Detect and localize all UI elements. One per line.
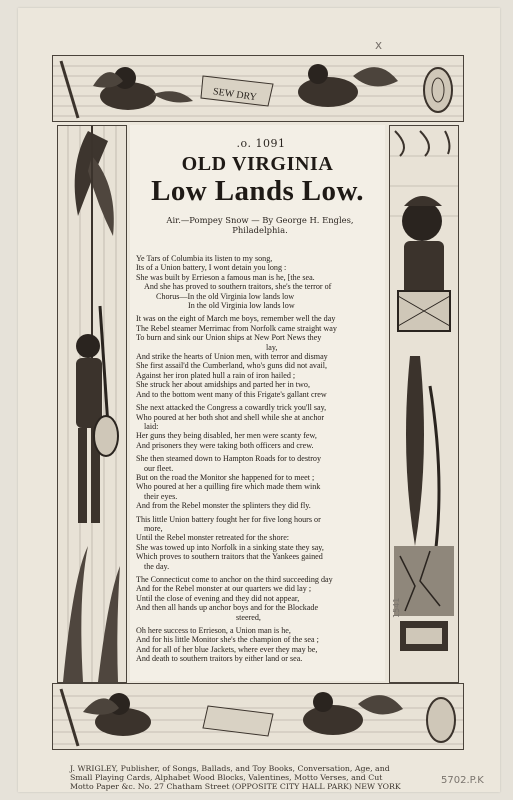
verse-line: steered,: [236, 612, 261, 622]
verse-line: She then steamed down to Hampton Roads for to destroy: [136, 454, 322, 464]
air-credit-line: Air.—Pompey Snow — By George H. Engles, Philadelphia.: [166, 215, 354, 235]
verse-line: lay,: [266, 342, 278, 352]
corner-mark: x: [375, 38, 383, 52]
verse-line: She was towed up into Norfolk in a sinking state they say,: [136, 542, 324, 552]
verse-line: The Connecticut come to anchor on the third succeeding day: [136, 575, 333, 584]
verse-line: She struck her about amidships and parted her in two,: [136, 380, 310, 390]
verse-line: And for all of her blue Jackets, where ever they may be,: [136, 644, 318, 654]
verse-line: It was on the eight of March me boys, remember well the day: [136, 314, 336, 324]
verse-line: laid:: [144, 421, 159, 431]
publisher-line-3: Motto Paper &c. No. 27 Chatham Street (OPPOSITE CITY HALL PARK) NEW YORK: [70, 782, 401, 792]
banjo-player-illustration: [58, 126, 126, 682]
verse-line: To burn and sink our Union ships at New Port News they: [136, 333, 322, 343]
verse-line: And death to southern traitors by either land or sea.: [136, 654, 303, 664]
call-number: 5702.P.K: [441, 775, 484, 786]
chorus-line: Chorus—In the old Virginia low lands low: [156, 291, 295, 301]
bottom-woodcut-band: [52, 683, 464, 750]
verse-line: their eyes.: [144, 491, 178, 501]
verse-line: And she has proved to southern traitors, she's the terror of: [144, 282, 332, 292]
verse-line: But on the road the Monitor she happened for to meet ;: [136, 472, 315, 482]
left-woodcut-panel: [57, 125, 127, 683]
banner-text: SEW DRY: [212, 86, 258, 104]
verse-line: And to the bottom went many of this Frigate's gallant crew: [136, 389, 327, 399]
verse-line: the day.: [144, 561, 170, 571]
verse-line: Who poured at her both shot and shell while she at anchor: [136, 412, 325, 422]
title-line-1: OLD VIRGINIA: [181, 153, 334, 175]
verse-line: She first assail'd the Cumberland, who's guns did not avail,: [136, 361, 328, 371]
verse-line: Oh here success to Errieson, a Union man is he,: [136, 626, 291, 636]
verse-line: Ye Tars of Columbia its listen to my song,: [136, 254, 273, 263]
verse-line: Until the Rebel monster retreated for the shore:: [136, 533, 290, 543]
margin-number: 1541: [392, 597, 401, 618]
verse-line: And strike the hearts of Union men, with terror and dismay: [136, 352, 328, 362]
verse-line: And then all hands up anchor boys and for the Blockade: [136, 603, 319, 613]
verse-line: She next attacked the Congress a cowardly trick you'll say,: [136, 403, 327, 413]
verse-line: Its of a Union battery, I wont detain you long :: [136, 263, 287, 273]
verse-line: And for his little Monitor she's the champion of the sea ;: [136, 635, 319, 645]
verse-line: And for the Rebel monster at our quarters we did lay ;: [136, 584, 312, 594]
top-cherubs-illustration: [53, 56, 463, 121]
bottom-cherubs-illustration: [53, 684, 463, 749]
title-line-2: Low Lands Low.: [151, 175, 364, 207]
verse-line: The Rebel steamer Merrimac from Norfolk came straight way: [136, 323, 337, 333]
verse-line: Which proves to southern traitors that the Yankees gained: [136, 552, 323, 562]
verse-line: Against her iron plated hull a rain of iron hailed ;: [136, 370, 296, 380]
verse-line: Who poured at her a quilling fire which made them wink: [136, 482, 321, 492]
verse-line: And from the Rebel monster the splinters they did fly.: [136, 501, 311, 511]
catalog-number: .o. 1091: [236, 137, 286, 150]
publisher-line-2: Small Playing Cards, Alphabet Wood Blocks, Valentines, Motto Verses, and Cut: [70, 773, 383, 783]
verse-line: more,: [144, 523, 163, 533]
publisher-line-1: J. WRIGLEY, Publisher, of Songs, Ballads, and Toy Books, Conversation, Age, and: [70, 764, 390, 773]
verse-line: And prisoners they were taking both officers and crew.: [136, 440, 314, 450]
top-woodcut-band: [52, 55, 464, 122]
verse-line: our fleet.: [144, 463, 174, 473]
verse-line: Until the close of evening and they did not appear,: [136, 593, 300, 603]
publisher-imprint: [70, 764, 470, 792]
verse-line: She was built by Errieson a famous man is he, [the sea.: [136, 272, 315, 282]
verse-line: This little Union battery fought her for five long hours or: [136, 514, 321, 524]
song-verses: [136, 254, 386, 664]
chorus-line: In the old Virginia low lands low: [188, 301, 295, 311]
verse-line: Her guns they being disabled, her men were scanty few,: [136, 431, 317, 441]
